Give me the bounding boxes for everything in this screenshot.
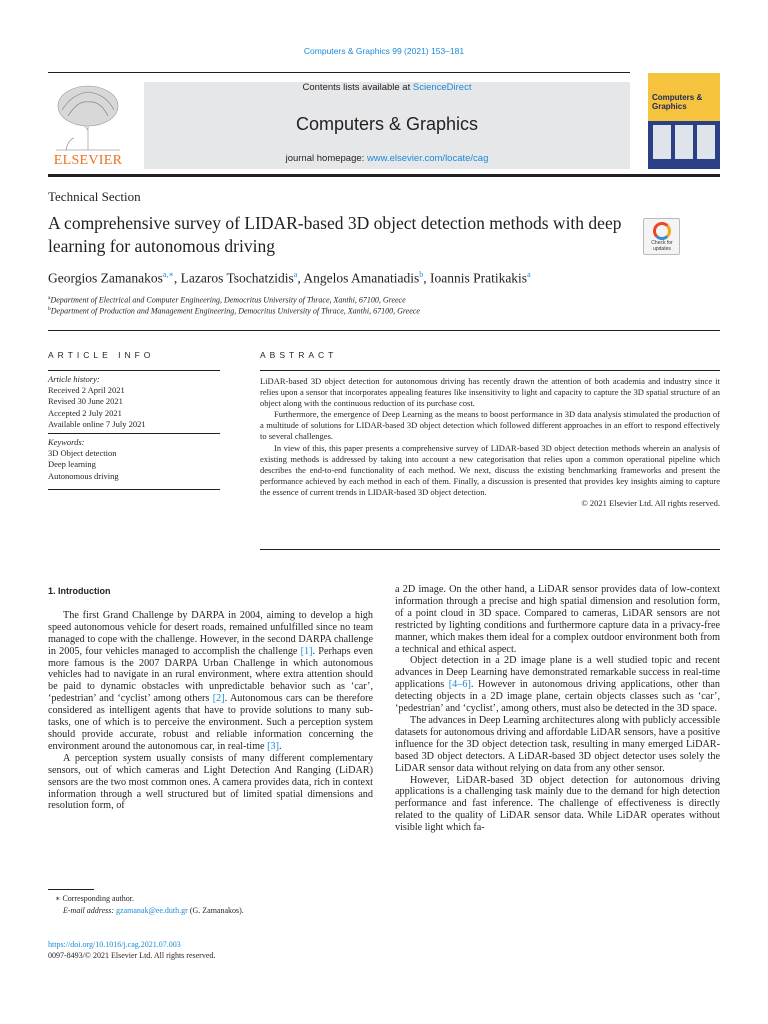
abstract-bottom-rule bbox=[260, 549, 720, 550]
author-affiliation-mark[interactable]: a,∗ bbox=[162, 270, 174, 279]
author-name[interactable]: Georgios Zamanakos bbox=[48, 270, 163, 286]
author-separator: , bbox=[173, 270, 181, 286]
author-affiliation-mark[interactable]: a bbox=[527, 270, 531, 279]
section-label: Technical Section bbox=[48, 189, 141, 204]
history-received: Received 2 April 2021 bbox=[48, 385, 125, 396]
author-name[interactable]: Lazaros Tsochatzidis bbox=[180, 270, 294, 286]
keywords-rule bbox=[48, 433, 220, 434]
homepage-prefix: journal homepage: bbox=[285, 153, 367, 164]
section-heading-introduction: 1. Introduction bbox=[48, 586, 111, 596]
check-for-updates-button[interactable] bbox=[643, 218, 680, 255]
author-list bbox=[48, 270, 708, 287]
body-paragraph: However, LiDAR-based 3D object detection for autonomous driving applications is a challenging task mainly due to the demand for high detection performance and fast inference. The challenge of effectiveness is directly related to the quality of LiDAR sensor data. While LiDAR operates without visible light which fa- bbox=[395, 774, 720, 834]
body-paragraph bbox=[48, 610, 373, 753]
affiliation-b: $^b$Department of Production and Management Engineering, Democritus University of Thrace, Xanthi, 67100, Greece bbox=[48, 306, 420, 316]
body-paragraph bbox=[395, 655, 720, 715]
body-text: . However in autonomous driving applications, other than detecting objects in a 2D image plane, certain objects classes such as ‘car’, ‘pedestrian’ and ‘cyclist’, among others, must also be detected in the 3D space. bbox=[395, 679, 720, 715]
history-label: Article history: bbox=[48, 374, 100, 384]
body-text: The first Grand Challenge by DARPA in 2004, aiming to develop a high speed autonomous vehicle for desert roads, remained unfulfilled since no team managed to cope with the challenge. However, in the second DARPA challenge in 2005, four vehicles managed to accomplish the challenge bbox=[48, 609, 373, 657]
citation-link[interactable]: [4–6] bbox=[448, 679, 471, 691]
citation-link[interactable]: [2] bbox=[212, 693, 225, 705]
body-text: . Perhaps even more famous is the 2007 DARPA Urban Challenge in which autonomous vehicles had to navigate in an rural environment, where extra attention should be paid to dynamic obstacles with unpredictable behavior such as ‘car’, ‘pedestrian’ and ‘cyclist’ among others bbox=[48, 645, 373, 705]
info-bottom-rule bbox=[48, 489, 220, 490]
title-block-rule bbox=[48, 330, 720, 331]
cover-figure bbox=[697, 125, 715, 159]
abstract-paragraph: LiDAR-based 3D object detection for autonomous driving has recently drawn the attention of both academia and industry since it relies upon a sensor that incorporates appealing features like insensitivity to light and capacity to capture the 3D spatial structure of an object along with the continuous reduction of its purchase cost. bbox=[260, 376, 720, 409]
email-label: E-mail address: bbox=[63, 906, 117, 915]
cover-figure bbox=[675, 125, 693, 159]
contents-prefix: Contents lists available at bbox=[302, 82, 413, 93]
email-owner: (G. Zamanakos). bbox=[187, 906, 244, 915]
journal-homepage-link[interactable]: www.elsevier.com/locate/cag bbox=[366, 153, 489, 164]
article-info-rule bbox=[48, 370, 220, 371]
article-history bbox=[48, 374, 220, 430]
homepage-line bbox=[144, 153, 630, 164]
abstract-heading: ABSTRACT bbox=[260, 350, 338, 360]
abstract-body bbox=[260, 376, 720, 509]
author-affiliation-mark[interactable]: b bbox=[419, 270, 424, 279]
author-separator: , bbox=[423, 270, 430, 286]
history-revised: Revised 30 June 2021 bbox=[48, 396, 123, 407]
keyword: 3D Object detection bbox=[48, 448, 117, 459]
check-updates-label: Check for updates bbox=[651, 240, 673, 252]
check-updates-icon bbox=[653, 222, 671, 240]
author-name[interactable]: Ioannis Pratikakis bbox=[429, 270, 528, 286]
sciencedirect-link[interactable]: ScienceDirect bbox=[412, 82, 472, 93]
journal-reference[interactable]: Computers & Graphics 99 (2021) 153–181 bbox=[303, 46, 465, 56]
history-online: Available online 7 July 2021 bbox=[48, 418, 146, 429]
doi-link[interactable]: https://doi.org/10.1016/j.cag.2021.07.003 bbox=[48, 940, 181, 949]
email-link[interactable]: gzamanak@ee.duth.gr bbox=[116, 906, 188, 915]
body-left-column bbox=[48, 586, 373, 812]
body-text: Object detection in a 2D image plane is a well studied topic and recent advances in Deep Learning have demonstrated remarkable success in real-time applications bbox=[395, 655, 720, 691]
body-text: . bbox=[279, 740, 282, 752]
body-text: . Autonomous cars can be therefore considered as intelligent agents that have to provide solutions to many sub-tasks, one of which is to perceive the environment. Such a perception system should provide accurate, robust and reliable information concerning the environment around the autonomous car, in real-time bbox=[48, 693, 373, 752]
header-bottom-rule bbox=[48, 174, 720, 177]
citation-link[interactable]: [3] bbox=[267, 740, 280, 752]
keywords-label: Keywords: bbox=[48, 437, 85, 447]
affiliation-a: $^a$Department of Electrical and Computer Engineering, Democritus University of Thrace, Xanthi, 67100, Greece bbox=[48, 295, 406, 305]
body-paragraph: The advances in Deep Learning architectures along with publicly accessible datasets for autonomous driving and affordable LiDAR sensors, have a positive influence for the 3D object detection task, resulting in many emerged LiDAR-based 3D object detectors. A LiDAR-based 3D object detector uses solely the LiDAR sensor data without relying on data from any other sensor. bbox=[395, 714, 720, 774]
keywords bbox=[48, 437, 220, 482]
footnote-rule bbox=[48, 889, 94, 890]
paper-title: A comprehensive survey of LIDAR-based 3D object detection methods with deep learning for autonomous driving bbox=[48, 213, 622, 256]
body-paragraph: A perception system usually consists of many different complementary sensors, out of which cameras and Light Detection And Ranging (LiDAR) sensors are the two most common ones. A camera provides data, rich in context information through a well structured but of limited spatial dimensions and resolution form, of bbox=[48, 752, 373, 812]
journal-title: Computers & Graphics bbox=[295, 114, 479, 134]
body-paragraph: a 2D image. On the other hand, a LiDAR sensor provides data of low-context information through a precise and high spatial dimension and resolution form, of a point cloud in 3D space. Compared to cameras, LiDAR sensors are not restricted by lighting conditions and furthermore capture data in a privacy-free manner, which makes them ideal for a complex outdoor environment both from a technical and ethical aspect. bbox=[395, 584, 720, 655]
article-info-heading: ARTICLE INFO bbox=[48, 350, 155, 360]
elsevier-wordmark: ELSEVIER bbox=[53, 153, 123, 168]
cover-title: Computers & Graphics bbox=[652, 93, 703, 111]
email-note bbox=[63, 905, 244, 916]
history-accepted: Accepted 2 July 2021 bbox=[48, 407, 122, 418]
abstract-top-rule bbox=[260, 370, 720, 371]
citation-link[interactable]: [1] bbox=[300, 645, 313, 657]
keyword: Autonomous driving bbox=[48, 470, 119, 481]
abstract-copyright: © 2021 Elsevier Ltd. All rights reserved. bbox=[581, 498, 720, 509]
author-affiliation-mark[interactable]: a bbox=[293, 270, 298, 279]
author-separator: , bbox=[297, 270, 304, 286]
contents-line bbox=[144, 82, 630, 93]
keyword: Deep learning bbox=[48, 459, 96, 470]
abstract-paragraph: Furthermore, the emergence of Deep Learning as the means to boost performance in 3D data analysis stimulated the production of a multitude of solutions for LIDAR-based 3D object detection which followed different approaches in an effort to respond effectively to several challenges. bbox=[260, 409, 720, 442]
corresponding-author-note: ∗ Corresponding author. bbox=[55, 894, 134, 903]
issn-copyright: 0097-8493/© 2021 Elsevier Ltd. All rights reserved. bbox=[48, 951, 216, 960]
journal-cover-image bbox=[648, 73, 720, 169]
header-top-rule bbox=[48, 72, 630, 73]
abstract-paragraph: In view of this, this paper presents a comprehensive survey of LIDAR-based 3D object detection methods wherein an analysis of existing methods is addressed by taking into account a new categorisation that relies upon a common operational pipeline which describes the end-to-end functionality of each method. We next, discuss the existing benchmarking frameworks and present the performance achieved by each method in each of them. Finally, a discussion is presented that provides key insights aiming to capture the essence of current trends in LIDAR-based 3D object detection. bbox=[260, 442, 720, 497]
author-name[interactable]: Angelos Amanatiadis bbox=[303, 270, 420, 286]
body-right-column bbox=[395, 584, 720, 834]
cover-figure bbox=[653, 125, 671, 159]
